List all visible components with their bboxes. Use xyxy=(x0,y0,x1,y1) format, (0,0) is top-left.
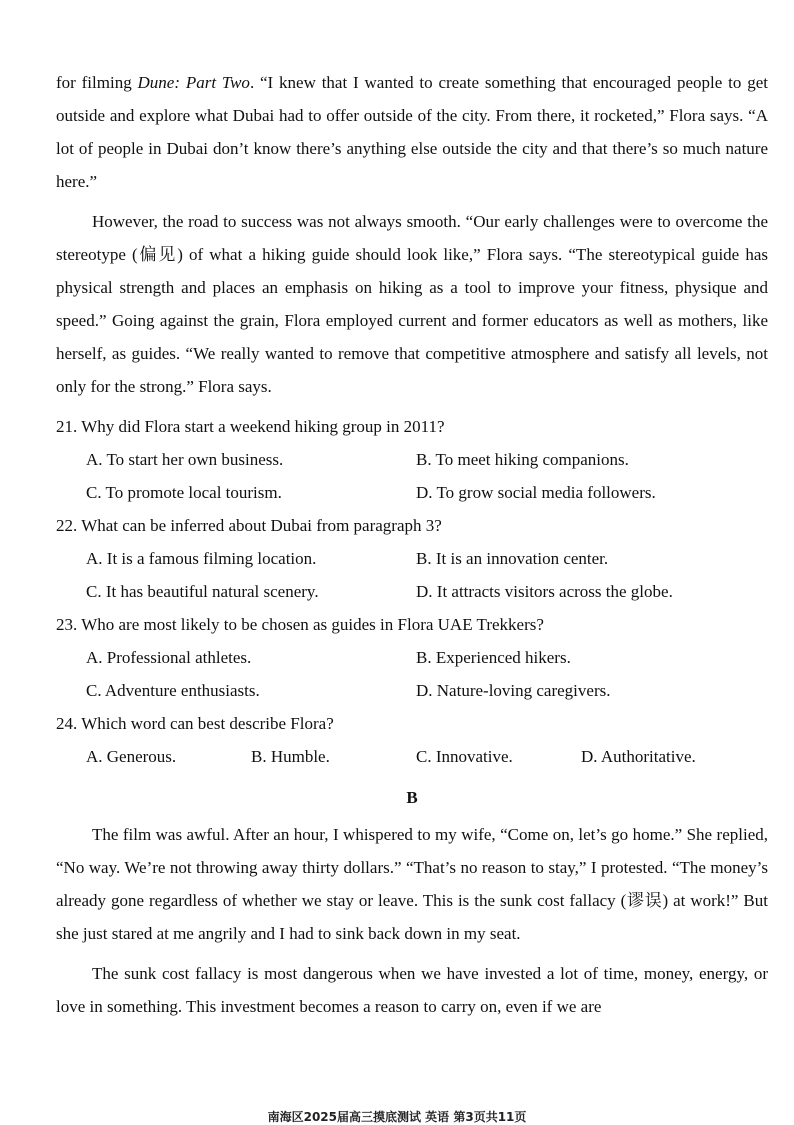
film-title: Dune: Part Two xyxy=(137,73,250,92)
question-23 xyxy=(56,608,768,707)
p1-prefix: for filming xyxy=(56,73,138,92)
option-d: D. To grow social media followers. xyxy=(416,483,656,502)
passage-b-paragraph-2: The sunk cost fallacy is most dangerous when we have invested a lot of time, money, energy, or love in something. This investment becomes a reason to carry on, even if we are xyxy=(56,964,768,1016)
section-heading: B xyxy=(406,788,418,807)
option-c: C. It has beautiful natural scenery. xyxy=(86,582,319,601)
p1-rest: . “I knew that I wanted to create something that encouraged people to get outside and explore what Dubai had to offer outside of the city. From there, it rocketed,” Flora says. “A lot of people in Dubai don’t know there’s anything else outside the city and that there’s so much nature here.” xyxy=(56,73,768,191)
option-d: D. It attracts visitors across the globe. xyxy=(416,582,673,601)
option-b: B. It is an innovation center. xyxy=(416,549,609,568)
option-a: A. It is a famous filming location. xyxy=(86,549,317,568)
question-22 xyxy=(56,509,768,608)
passage-b-paragraph-1: The film was awful. After an hour, I whispered to my wife, “Come on, let’s go home.” She replied, “No way. We’re not throwing away thirty dollars.” “That’s no reason to stay,” I protested. “The money’s already gone regardless of whether we stay or leave. This is the sunk cost fallacy (谬误) at work!” But she just stared at me angrily and I had to sink back down in my seat. xyxy=(56,825,768,943)
question-stem: 22. What can be inferred about Dubai from paragraph 3? xyxy=(56,516,442,535)
option-c: C. Adventure enthusiasts. xyxy=(86,681,260,700)
question-24 xyxy=(56,707,768,773)
option-b: B. To meet hiking companions. xyxy=(416,450,629,469)
option-a: A. Generous. xyxy=(86,747,177,766)
question-21 xyxy=(56,410,768,509)
passage-a-paragraph-1 xyxy=(56,66,768,198)
options xyxy=(56,542,768,608)
question-stem: 24. Which word can best describe Flora? xyxy=(56,714,334,733)
page-footer: 南海区2025届高三摸底测试 英语 第3页共11页 xyxy=(267,1110,527,1124)
option-c: C. To promote local tourism. xyxy=(86,483,282,502)
option-a: A. Professional athletes. xyxy=(86,648,252,667)
question-stem: 21. Why did Flora start a weekend hiking group in 2011? xyxy=(56,417,445,436)
option-d: D. Authoritative. xyxy=(581,747,696,766)
option-c: C. Innovative. xyxy=(416,747,513,766)
option-b: B. Experienced hikers. xyxy=(416,648,571,667)
question-stem: 23. Who are most likely to be chosen as guides in Flora UAE Trekkers? xyxy=(56,615,544,634)
passage-a-paragraph-2: However, the road to success was not always smooth. “Our early challenges were to overcome the stereotype (偏见) of what a hiking guide should look like,” Flora says. “The stereotypical guide has physical strength and places an emphasis on hiking as a tool to improve your fitness, physique and speed.” Going against the grain, Flora employed current and former educators as well as mothers, like herself, as guides. “We really wanted to remove that competitive atmosphere and satisfy all levels, not only for the strong.” Flora says. xyxy=(56,212,768,396)
option-d: D. Nature-loving caregivers. xyxy=(416,681,611,700)
option-a: A. To start her own business. xyxy=(86,450,284,469)
option-b: B. Humble. xyxy=(251,747,330,766)
options xyxy=(56,740,768,773)
options xyxy=(56,443,768,509)
document-page xyxy=(56,66,768,1030)
options xyxy=(56,641,768,707)
